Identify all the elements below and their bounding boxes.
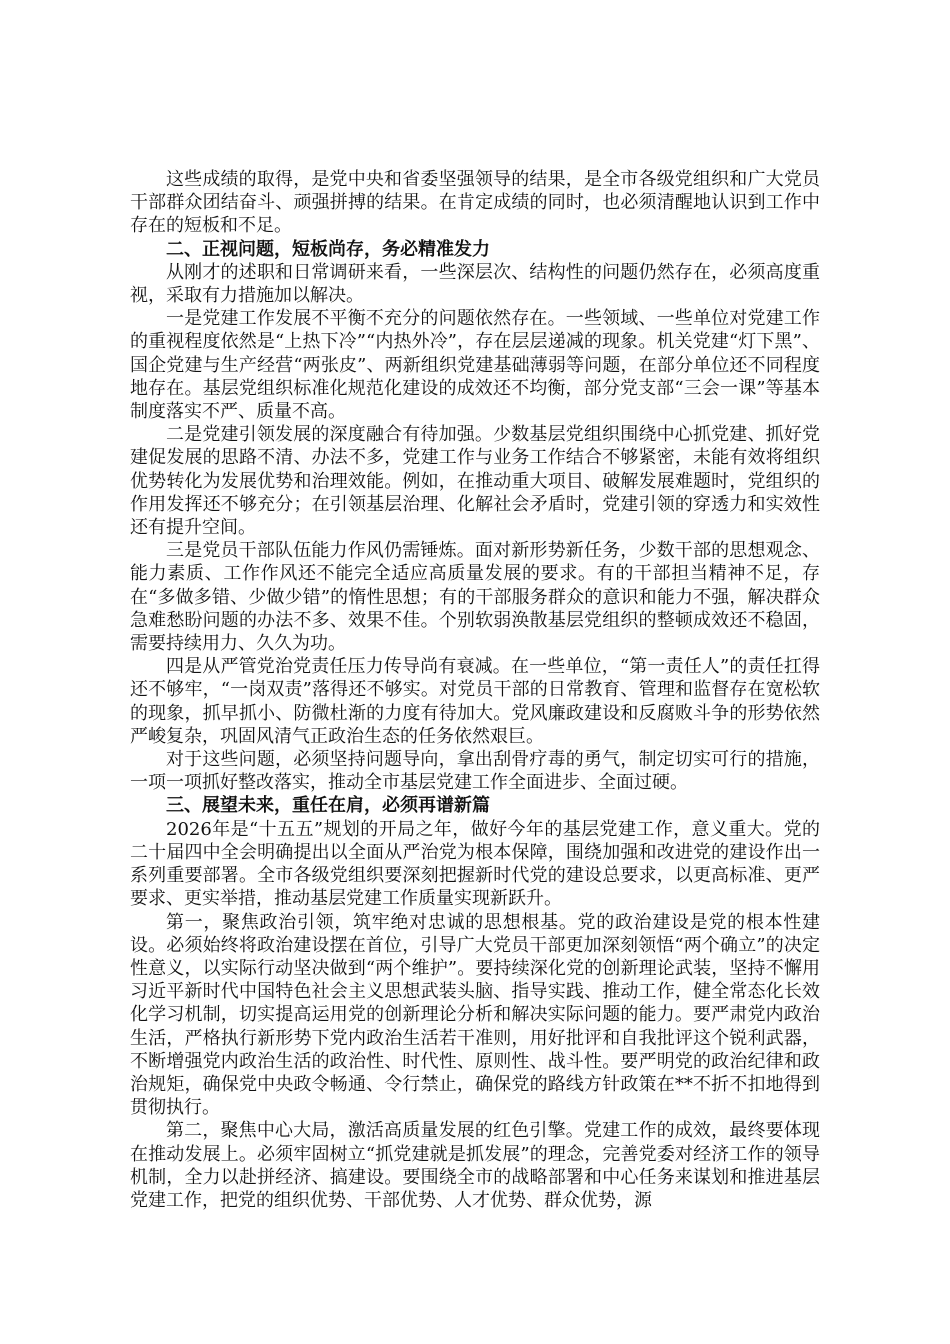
paragraph: 从刚才的述职和日常调研来看，一些深层次、结构性的问题仍然存在，必须高度重视，采取有力措施加以解决。 xyxy=(130,261,820,307)
section-heading: 三、展望未来，重任在肩，必须再谱新篇 xyxy=(166,795,490,817)
paragraph: 四是从严管党治党责任压力传导尚有衰减。在一些单位，“第一责任人”的责任扛得还不够牢，“一岗双责”落得还不够实。对党员干部的日常教育、管理和监督存在宽松软的现象，抓早抓小、防微杜渐的力度有待加大。党风廉政建设和反腐败斗争的形势依然严峻复杂，巩固风清气正政治生态的任务依然艰巨。 xyxy=(130,656,820,747)
paragraph: 一是党建工作发展不平衡不充分的问题依然存在。一些领域、一些单位对党建工作的重视程度依然是“上热下冷”“内热外冷”，存在层层递减的现象。机关党建“灯下黑”、国企党建与生产经营“两张皮”、两新组织党建基础薄弱等问题，在部分单位还不同程度地存在。基层党组织标准化规范化建设的成效还不均衡，部分党支部“三会一课”等基本制度落实不严、质量不高。 xyxy=(130,308,820,423)
paragraph: 第一，聚焦政治引领，筑牢绝对忠诚的思想根基。党的政治建设是党的根本性建设。必须始终将政治建设摆在首位，引导广大党员干部更加深刻领悟“两个确立”的决定性意义，以实际行动坚决做到“两个维护”。要持续深化党的创新理论武装，坚持不懈用习近平新时代中国特色社会主义思想武装头脑、指导实践、推动工作，健全常态化长效化学习机制，切实提高运用党的创新理论分析和解决实际问题的能力。要严肃党内政治生活，严格执行新形势下党内政治生活若干准则，用好批评和自我批评这个锐利武器，不断增强党内政治生活的政治性、时代性、原则性、战斗性。要严明党的政治纪律和政治规矩，确保党中央政令畅通、令行禁止，确保党的路线方针政策在**不折不扣地得到贯彻执行。 xyxy=(130,911,820,1119)
paragraph: 二是党建引领发展的深度融合有待加强。少数基层党组织围绕中心抓党建、抓好党建促发展的思路不清、办法不多，党建工作与业务工作结合不够紧密，未能有效将组织优势转化为发展优势和治理效能。例如，在推动重大项目、破解发展难题时，党组织的作用发挥还不够充分；在引领基层治理、化解社会矛盾时，党建引领的穿透力和实效性还有提升空间。 xyxy=(130,424,820,539)
paragraph: 第二，聚焦中心大局，激活高质量发展的红色引擎。党建工作的成效，最终要体现在推动发展上。必须牢固树立“抓党建就是抓发展”的理念，完善党委对经济工作的领导机制，全力以赴拼经济、搞建设。要围绕全市的战略部署和中心任务来谋划和推进基层党建工作，把党的组织优势、干部优势、人才优势、群众优势，源 xyxy=(130,1120,820,1211)
paragraph: 对于这些问题，必须坚持问题导向，拿出刮骨疗毒的勇气，制定切实可行的措施，一项一项抓好整改落实，推动全市基层党建工作全面进步、全面过硬。 xyxy=(130,749,820,794)
section-heading: 二、正视问题，短板尚存，务必精准发力 xyxy=(166,238,490,260)
document-body xyxy=(130,168,820,1212)
paragraph: 三是党员干部队伍能力作风仍需锤炼。面对新形势新任务，少数干部的思想观念、能力素质、工作作风还不能完全适应高质量发展的要求。有的干部担当精神不足，存在“多做多错、少做少错”的惰性思想；有的干部服务群众的意识和能力不强，解决群众急难愁盼问题的办法不多、效果不佳。个别软弱涣散基层党组织的整顿成效还不稳固，需要持续用力、久久为功。 xyxy=(130,540,820,655)
paragraph: 这些成绩的取得，是党中央和省委坚强领导的结果，是全市各级党组织和广大党员干部群众团结奋斗、顽强拼搏的结果。在肯定成绩的同时，也必须清醒地认识到工作中存在的短板和不足。 xyxy=(130,169,820,237)
paragraph: 2026年是“十五五”规划的开局之年，做好今年的基层党建工作，意义重大。党的二十届四中全会明确提出以全面从严治党为根本保障，围绕加强和改进党的建设作出一系列重要部署。全市各级党组织要深刻把握新时代党的建设总要求，以更高标准、更严要求、更实举措，推动基层党建工作质量实现新跃升。 xyxy=(130,818,820,910)
